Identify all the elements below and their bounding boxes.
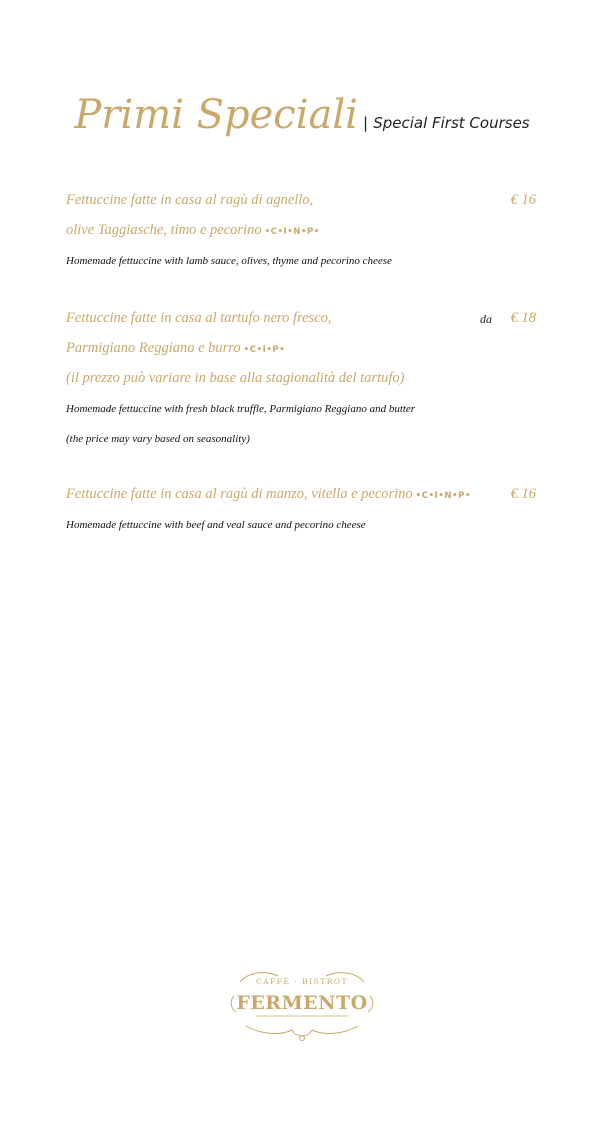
item-name-line1: Fettuccine fatte in casa al ragù di agnello, (66, 192, 314, 208)
item-description-en: Homemade fettuccine with lamb sauce, olives, thyme and pecorino cheese (66, 255, 392, 267)
item-name-line2 (66, 340, 285, 357)
item-name-line1: Fettuccine fatte in casa al tartufo nero fresco, (66, 310, 332, 326)
item-name-line1-text: Fettuccine fatte in casa al ragù di manzo, vitella e pecorino (66, 486, 413, 502)
separator: | (363, 114, 369, 132)
section-title: Primi Speciali (74, 92, 358, 138)
allergen-tags: •C•I•N•P• (415, 491, 472, 501)
item-description-en: Homemade fettuccine with beef and veal sauce and pecorino cheese (66, 519, 366, 531)
item-note-en: (the price may vary based on seasonality) (66, 433, 250, 445)
item-price: € 18 (510, 310, 536, 326)
allergen-tags: •C•I•N•P• (264, 227, 320, 237)
logo-ornament-icon (226, 968, 378, 1044)
menu-item-truffle (66, 310, 536, 450)
item-price: € 16 (510, 486, 536, 502)
logo-name-text: FERMENTO (236, 992, 368, 1014)
item-name-line1 (66, 486, 471, 503)
price-prefix: da (480, 312, 492, 326)
section-subtitle: Special First Courses (373, 114, 530, 132)
item-price-note: (il prezzo può variare in base alla stagionalità del tartufo) (66, 370, 405, 386)
item-name-line2-text: Parmigiano Reggiano e burro (66, 340, 241, 356)
menu-item-beef-veal (66, 486, 536, 546)
item-name-line2 (66, 222, 320, 239)
menu-header (0, 92, 604, 138)
item-name-line2-text: olive Taggiasche, timo e pecorino (66, 222, 262, 238)
fermento-logo (226, 968, 378, 1044)
item-price: € 16 (510, 192, 536, 208)
allergen-tags: •C•I•P• (243, 345, 286, 355)
logo-top-text: CAFFÈ · BISTROT (255, 977, 349, 986)
item-description-en: Homemade fettuccine with fresh black truffle, Parmigiano Reggiano and butter (66, 403, 416, 415)
menu-item-lamb (66, 192, 536, 282)
